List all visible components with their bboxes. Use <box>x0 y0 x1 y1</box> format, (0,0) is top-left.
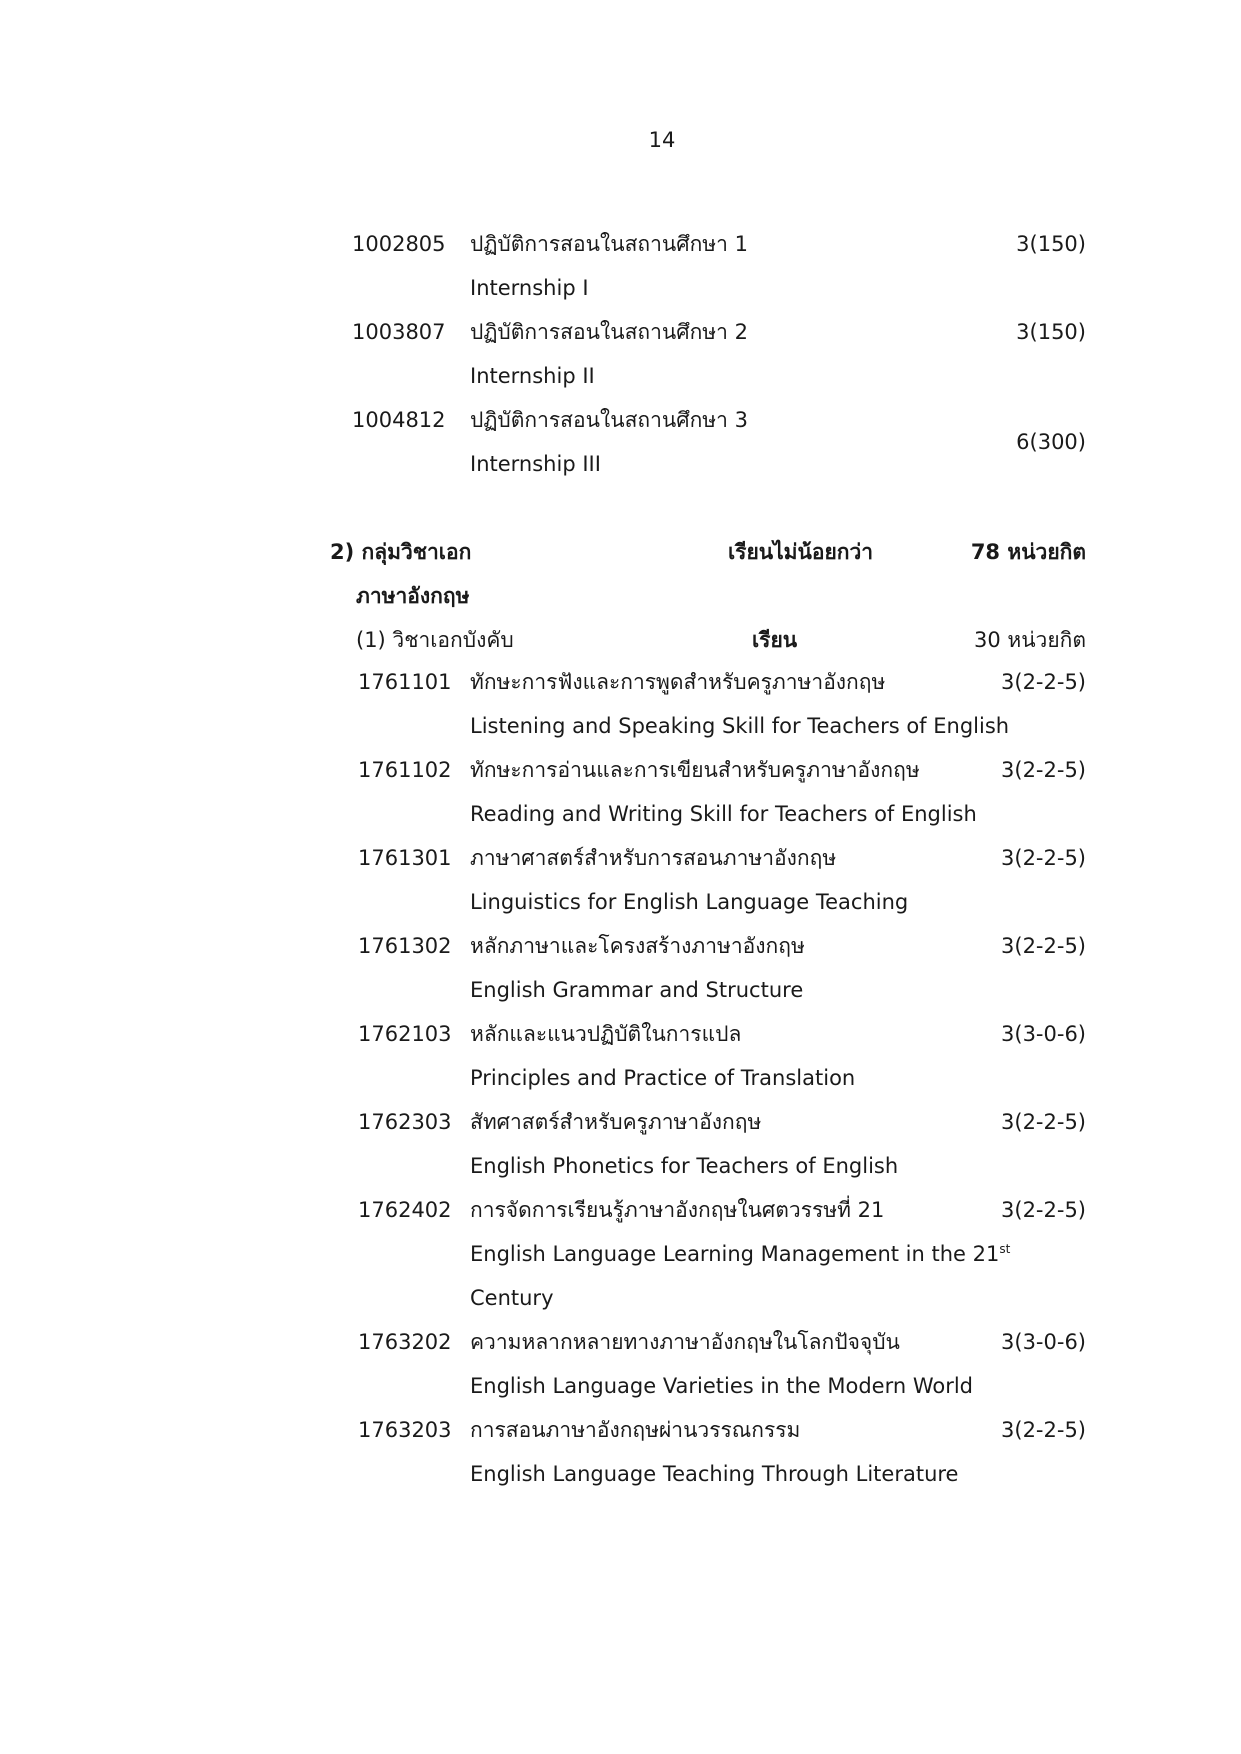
course-title-en-text: English Language Learning Management in the 21 <box>470 1242 1000 1266</box>
course-credits: 3(2-2-5) <box>1001 1198 1086 1222</box>
required-major-credits: 30 หน่วยกิต <box>973 628 1086 652</box>
course-title-en: Principles and Practice of Translation <box>470 1066 856 1090</box>
course-code: 1763203 <box>358 1418 452 1442</box>
course-title-th: ความหลากหลายทางภาษาอังกฤษในโลกปัจจุบัน <box>470 1330 900 1354</box>
course-code: 1761301 <box>358 846 452 870</box>
course-credits: 3(2-2-5) <box>1001 670 1086 694</box>
page-number: 14 <box>648 128 676 152</box>
course-title-en: Reading and Writing Skill for Teachers of English <box>470 802 977 826</box>
course-title-th: ปฏิบัติการสอนในสถานศึกษา 1 <box>470 232 748 256</box>
course-title-en: Linguistics for English Language Teaching <box>470 890 909 914</box>
course-credits: 6(300) <box>1016 430 1086 454</box>
course-credits: 3(2-2-5) <box>1001 1110 1086 1134</box>
required-major-heading: (1) วิชาเอกบังคับ <box>356 628 514 652</box>
course-credits: 3(2-2-5) <box>1001 758 1086 782</box>
course-credits: 3(3-0-6) <box>1001 1022 1086 1046</box>
course-title-th: ภาษาศาสตร์สำหรับการสอนภาษาอังกฤษ <box>470 846 837 870</box>
course-code: 1761101 <box>358 670 452 694</box>
course-credits: 3(2-2-5) <box>1001 846 1086 870</box>
major-group-credits: 78 หน่วยกิต <box>970 540 1086 564</box>
course-code: 1003807 <box>352 320 446 344</box>
course-title-th: ปฏิบัติการสอนในสถานศึกษา 2 <box>470 320 748 344</box>
ordinal-suffix: st <box>999 1242 1011 1256</box>
course-code: 1762303 <box>358 1110 452 1134</box>
course-credits: 3(150) <box>1016 232 1086 256</box>
course-credits: 3(3-0-6) <box>1001 1330 1086 1354</box>
course-code: 1762103 <box>358 1022 452 1046</box>
required-major-study-label: เรียน <box>752 628 798 652</box>
course-title-en: English Grammar and Structure <box>470 978 804 1002</box>
course-title-en: Listening and Speaking Skill for Teachers of English <box>470 714 1010 738</box>
major-group-study-label: เรียนไม่น้อยกว่า <box>728 540 874 564</box>
course-code: 1762402 <box>358 1198 452 1222</box>
course-title-th: สัทศาสตร์สำหรับครูภาษาอังกฤษ <box>470 1110 762 1134</box>
course-title-th: หลักภาษาและโครงสร้างภาษาอังกฤษ <box>470 934 805 958</box>
course-title-en: Internship III <box>470 452 601 476</box>
course-title-en: English Language Varieties in the Modern World <box>470 1374 974 1398</box>
course-title-th: ทักษะการฟังและการพูดสำหรับครูภาษาอังกฤษ <box>470 670 886 694</box>
course-title-th: หลักและแนวปฏิบัติในการแปล <box>470 1022 742 1046</box>
course-credits: 3(150) <box>1016 320 1086 344</box>
course-title-th: ทักษะการอ่านและการเขียนสำหรับครูภาษาอังกฤษ <box>470 758 920 782</box>
course-title-en: English Language Teaching Through Literature <box>470 1462 959 1486</box>
course-code: 1002805 <box>352 232 446 256</box>
course-title-th: การสอนภาษาอังกฤษผ่านวรรณกรรม <box>470 1418 801 1442</box>
course-title-th: การจัดการเรียนรู้ภาษาอังกฤษในศตวรรษที่ 21 <box>470 1198 885 1222</box>
course-credits: 3(2-2-5) <box>1001 934 1086 958</box>
course-title-en: Internship I <box>470 276 589 300</box>
course-code: 1004812 <box>352 408 446 432</box>
major-group-heading-line2: ภาษาอังกฤษ <box>356 584 470 608</box>
course-code: 1761102 <box>358 758 452 782</box>
major-group-heading: 2) กลุ่มวิชาเอก <box>330 540 472 564</box>
course-title-en: Internship II <box>470 364 595 388</box>
course-title-en: English Phonetics for Teachers of English <box>470 1154 899 1178</box>
course-credits: 3(2-2-5) <box>1001 1418 1086 1442</box>
course-code: 1761302 <box>358 934 452 958</box>
course-code: 1763202 <box>358 1330 452 1354</box>
course-title-en-line2: Century <box>470 1286 554 1310</box>
course-title-th: ปฏิบัติการสอนในสถานศึกษา 3 <box>470 408 748 432</box>
course-title-en <box>470 1244 1010 1265</box>
